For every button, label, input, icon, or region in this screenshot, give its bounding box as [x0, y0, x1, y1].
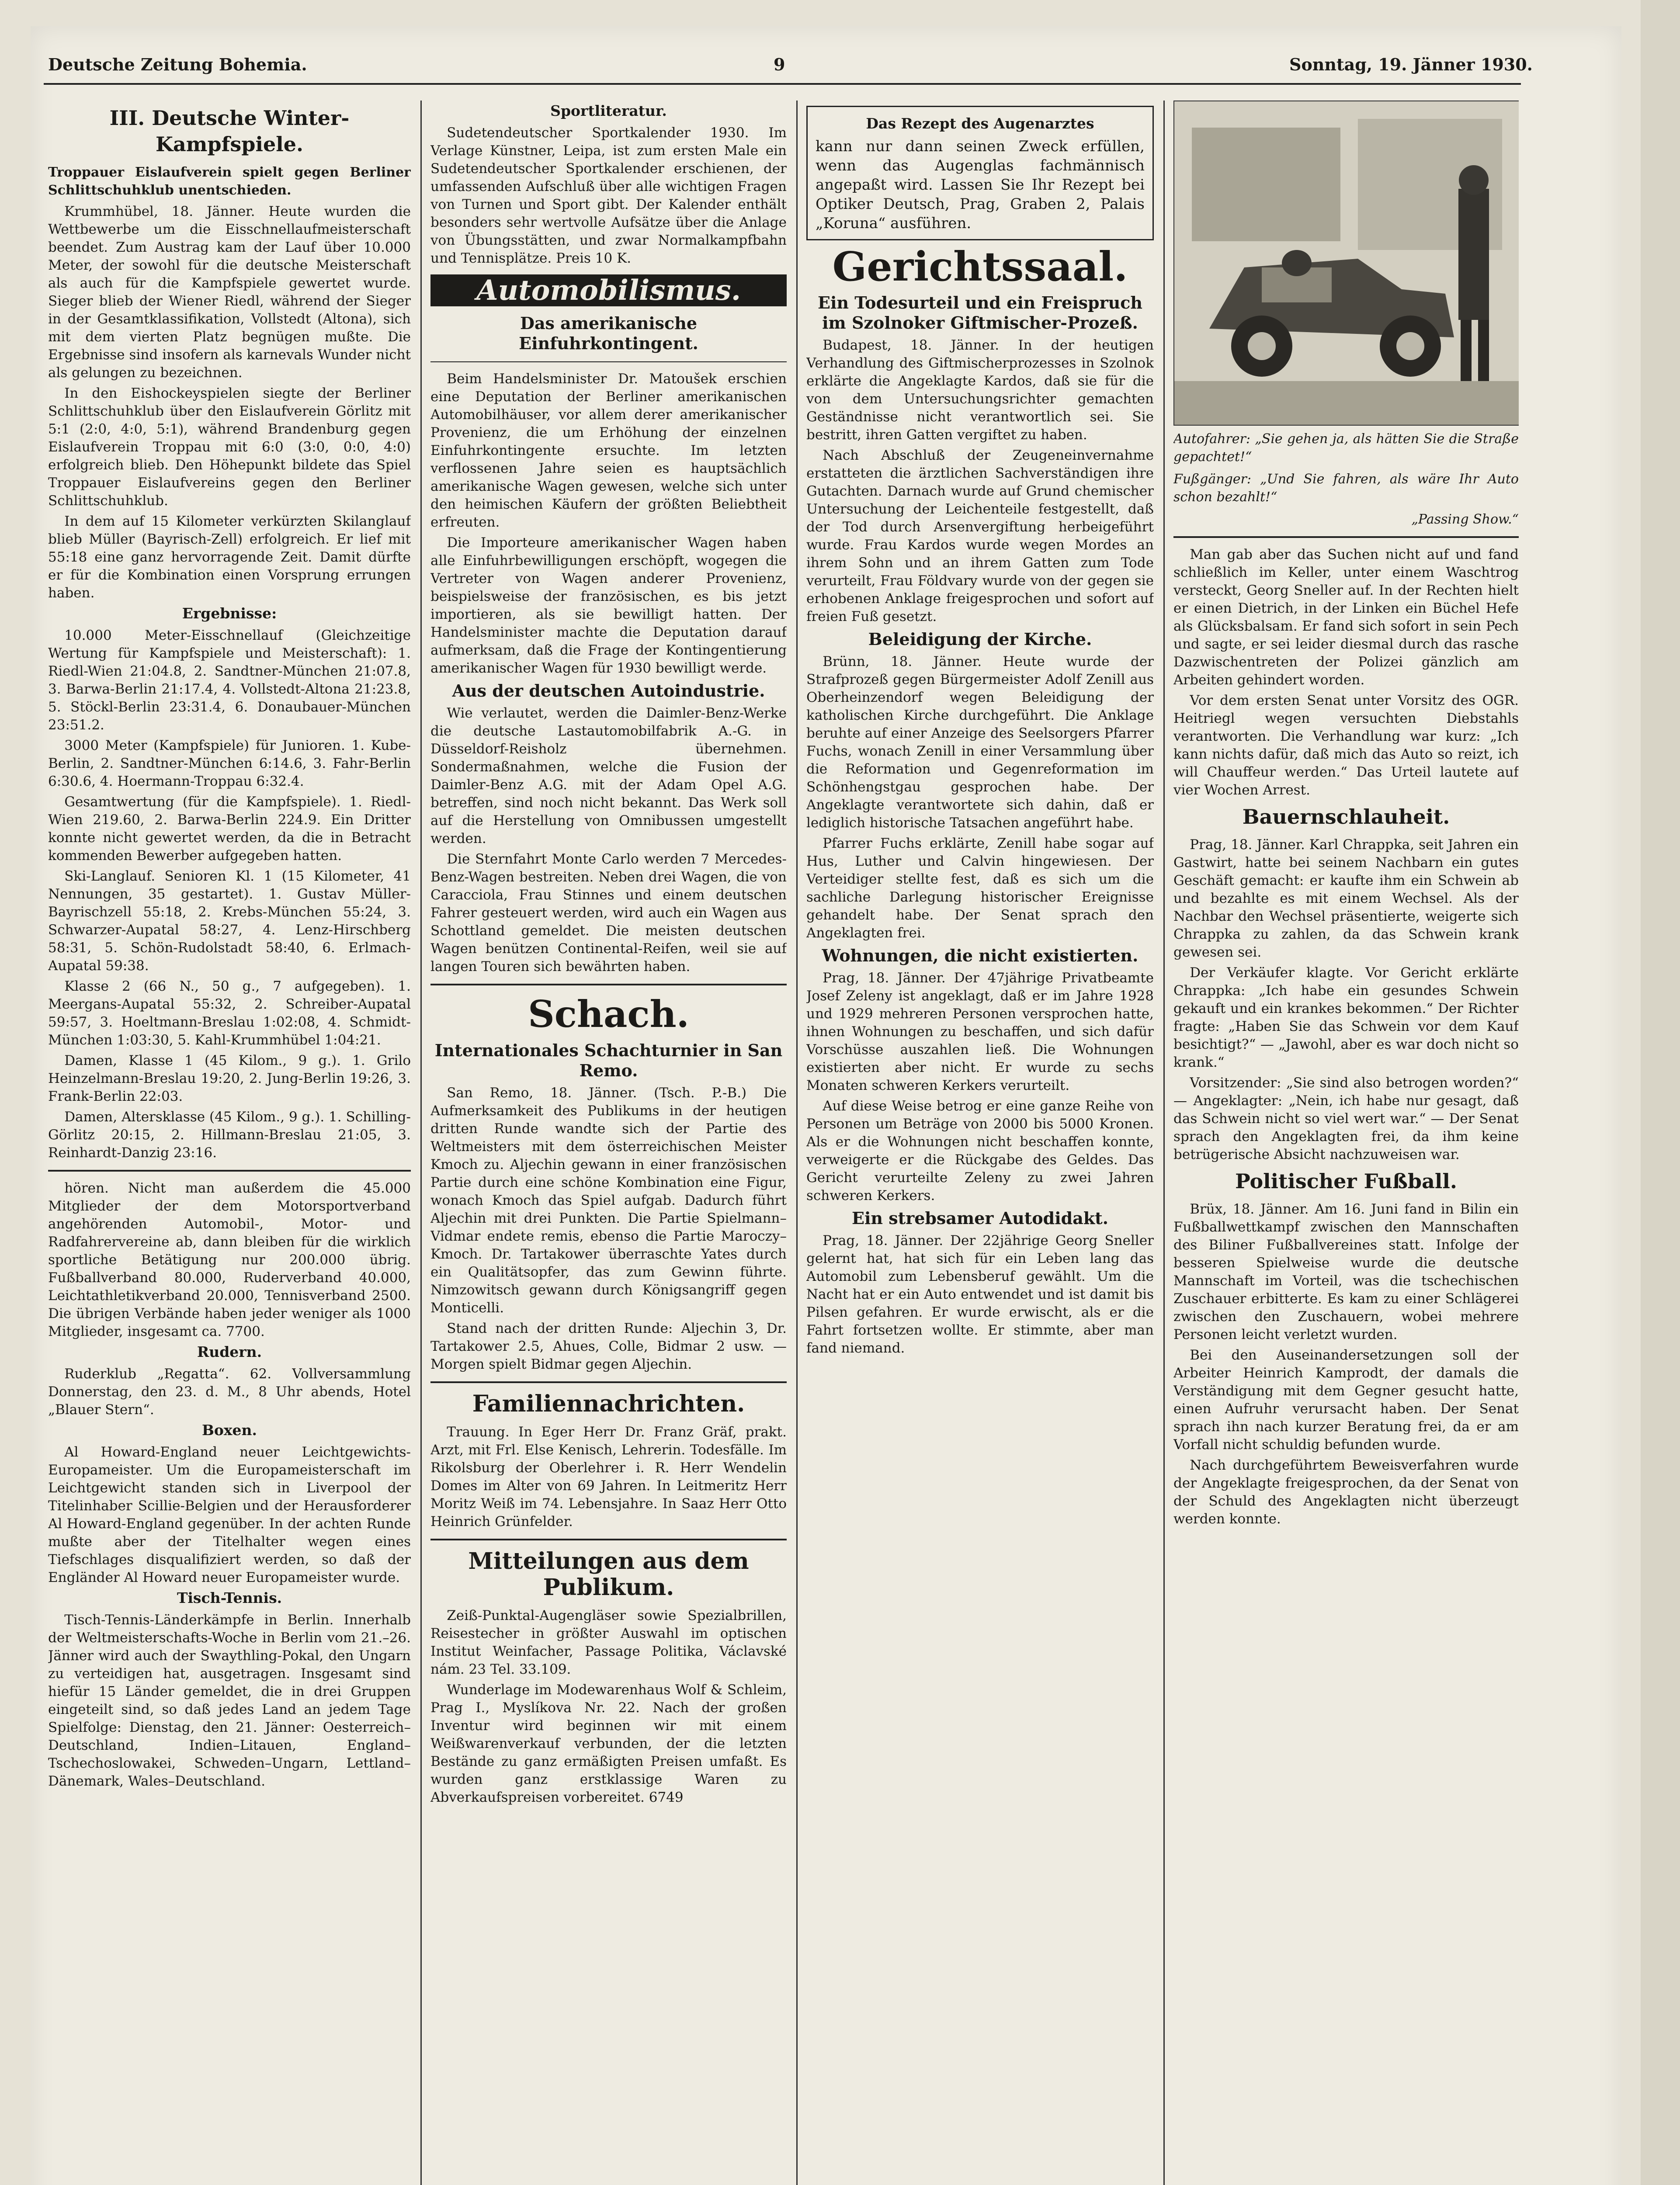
header-date: Sonntag, 19. Jänner 1930. [1289, 55, 1533, 74]
optiker-advertisement [806, 106, 1154, 240]
section-divider [430, 984, 787, 985]
cartoon-caption-driver: Autofahrer: „Sie gehen ja, als hätten Sie die Straße gepachtet!“ [1173, 431, 1519, 465]
article-paragraph: Prag, 18. Jänner. Der 22jährige Georg Sneller gelernt hat, hat sich für ein Leben lang das Automobil zum Lebensberuf gewählt. Um die Nacht hat er ein Auto entwendet und ist damit bis Pilsen gefahren. Er wurde erwischt, als er die Fahrt fortsetzen wollte. Er stimmte, aber man fand niemand. [806, 1233, 1154, 1356]
section-heading-rudern: Rudern. [197, 1343, 262, 1360]
article-paragraph: Man gab aber das Suchen nicht auf und fand schließlich im Keller, unter einem Waschtrog versteckt, Georg Sneller auf. In der Rechten hielt er einen Dietrich, in der Linken ein Büchel Hefe als Glücksbalsam. Er fand sich sofort in sein Pech und sagte, er sei leider diesmal durch das rasche Dazwischentreten der Polizei gänzlich am Arbeiten gehindert worden. [1173, 547, 1519, 688]
results-heading: Ergebnisse: [182, 605, 277, 622]
column-rule-3 [1163, 101, 1165, 2185]
article-paragraph: San Remo, 18. Jänner. (Tsch. P.-B.) Die Aufmerksamkeit des Publikums in der heutigen dritten Runde wandte sich der Partie des Weltmeisters mit dem österreichischen Meister Kmoch zu. Aljechin gewann in einer französischen Partie durch eine schöne Kombination eine Figur, wonach Kmoch das Spiel aufgab. Dadurch führt Aljechin mit drei Punkten. Die Partie Spielmann–Vidmar endete remis, ebenso die Partie Maroczy–Kmoch. Dr. Tartakower überraschte Yates durch ein Qualitätsopfer, das zum Gewinn führte. Nimzowitsch gewann durch Königsangriff gegen Monticelli. [430, 1085, 787, 1316]
results-entry: Damen, Altersklasse (45 Kilom., 9 g.). 1. Schilling-Görlitz 20:15, 2. Hillmann-Breslau 21:05, 3. Reinhardt-Danzig 23:16. [48, 1109, 411, 1161]
headline-mitteilungen: Mitteilungen aus dem Publikum. [468, 1548, 749, 1601]
article-paragraph: Budapest, 18. Jänner. In der heutigen Verhandlung des Giftmischerprozesses in Szolnok erklärte die Angeklagte Kardos, daß sie für die von dem Untersuchungsrichter gemachten Geständnisse nicht verantwortlich sei. Sie bestritt, ihren Gatten vergiftet zu haben. [806, 337, 1154, 443]
article-paragraph: Pfarrer Fuchs erklärte, Zenill habe sogar auf Hus, Luther und Calvin hingewiesen. Der Verteidiger stellte fest, daß es sich um die sachliche Darlegung historischer Ereignisse gehandelt habe. Der Senat sprach den Angeklagten frei. [806, 836, 1154, 941]
headline-todesurteil: Ein Todesurteil und ein Freispruch im Szolnoker Giftmischer-Prozeß. [818, 293, 1142, 333]
headline-winter-games: III. Deutsche Winter-Kampfspiele. [109, 106, 350, 156]
article-paragraph: Ruderklub „Regatta“. 62. Vollversammlung Donnerstag, den 23. d. M., 8 Uhr abends, Hotel „Blauer Stern“. [48, 1366, 411, 1418]
cartoon-illustration [1173, 101, 1519, 426]
article-paragraph: Stand nach der dritten Runde: Aljechin 3, Dr. Tartakower 2.5, Ahues, Colle, Bidmar 2 usw. — Morgen spielt Bidmar gegen Aljechin. [430, 1321, 787, 1372]
column-sports [48, 101, 411, 2133]
headline-bauernschlauheit: Bauernschlauheit. [1242, 805, 1450, 829]
article-paragraph: Prag, 18. Jänner. Karl Chrappka, seit Jahren ein Gastwirt, hatte bei seinem Nachbarn ein gutes Geschäft gemacht: er kaufte ihm ein Schwein ab und bezahlte es mit einem Wechsel. Als der Nachbar den Wechsel präsentierte, weigerte sich Chrappka zu zahlen, da das Schwein krank gewesen sei. [1173, 837, 1519, 960]
headline-wohnungen: Wohnungen, die nicht existierten. [822, 946, 1139, 965]
section-divider [1173, 536, 1519, 538]
article-paragraph: Nach Abschluß der Zeugeneinvernahme erstatteten die ärztlichen Sachverständigen ihre Gutachten. Darnach wurde auf Grund chemischer Untersuchung der Leichenteile festgestellt, daß der Tod durch Arsenvergiftung herbeigeführt wurde. Frau Kardos wurde wegen Mordes an ihrem Sohn und an ihrem Gatten zum Tode verurteilt, Frau Földvary wurde von der gegen sie erhobenen Anklage freigesprochen und sofort auf freien Fuß gesetzt. [806, 447, 1154, 624]
headline-schach: Schach. [528, 992, 689, 1036]
headline-familie: Familiennachrichten. [472, 1391, 745, 1417]
article-paragraph: Bei den Auseinandersetzungen soll der Arbeiter Heinrich Kamprodt, der damals die Verständigung mit dem Gegner gesucht hatte, einen Aufruhr verursacht haben. Der Senat sprach ihn nach kurzer Beratung frei, da er am Vorfall nicht schuldig befunden wurde. [1173, 1347, 1519, 1453]
section-heading-tischtennis: Tisch-Tennis. [177, 1589, 282, 1606]
article-paragraph: Auf diese Weise betrog er eine ganze Reihe von Personen um Beträge von 2000 bis 5000 Kronen. Als er die Wohnungen nicht beschaffen konnte, verweigerte er die Rückgabe des Geldes. Das Gericht verurteilte Zeleny zu zwei Jahren schweren Kerkers. [806, 1098, 1154, 1203]
article-paragraph: In dem auf 15 Kilometer verkürzten Skilanglauf blieb Müller (Bayrisch-Zell) erfolgreich. Er lief mit 55:18 eine ganz hervorragende Zeit. Damit dürfte er für die Kombination einen Vorsprung errungen haben. [48, 513, 411, 601]
header-page-number: 9 [774, 55, 785, 74]
results-entry: Damen, Klasse 1 (45 Kilom., 9 g.). 1. Grilo Heinzelmann-Breslau 19:20, 2. Jung-Berlin 19:26, 3. Frank-Berlin 22:03. [48, 1053, 411, 1104]
article-paragraph: Wie verlautet, werden die Daimler-Benz-Werke die deutsche Lastautomobilfabrik A.-G. in Düsseldorf-Reisholz übernehmen. Sondermaßnahmen, welche die Fusion der Daimler-Benz A.G. mit der Adam Opel A.G. betreffen, sind noch nicht bekannt. Das Werk soll auf die Herstellung von Omnibussen umgestellt werden. [430, 705, 787, 846]
headline-kirche: Beleidigung der Kirche. [868, 629, 1092, 649]
article-paragraph: Wunderlage im Modewarenhaus Wolf & Schleim, Prag I., Myslíkova Nr. 22. Nach der großen Inventur wird beginnen wir mit einem Weißwarenverkauf verbunden, der die letzten Bestände zu ganz ermäßigten Preisen umfaßt. Es wurden ganz erstklassige Waren zu Abverkaufspreisen vorbereitet. 6749 [430, 1682, 787, 1805]
advertisement-text: kann nur dann seinen Zweck erfüllen, wenn das Augenglas fachmännisch angepaßt wird. Lassen Sie Ihr Rezept bei Optiker Deutsch, Prag, Graben 2, Palais „Koruna“ ausführen. [816, 138, 1145, 232]
article-paragraph: Zeiß-Punktal-Augengläser sowie Spezialbrillen, Reisestecher in größter Auswahl im optischen Institut Weinfacher, Passage Politika, Václavské nám. 23 Tel. 33.109. [430, 1608, 787, 1677]
cartoon-source: „Passing Show.“ [1411, 512, 1519, 527]
headline-einfuhr: Das amerikanische Einfuhrkontingent. [519, 313, 698, 353]
section-heading-boxen: Boxen. [201, 1422, 257, 1439]
advertisement-title: Das Rezept des Augenarztes [866, 115, 1094, 132]
cartoon-car-icon [1174, 101, 1519, 425]
divider [430, 361, 787, 362]
column-auto-chess [430, 101, 787, 2133]
article-paragraph: Prag, 18. Jänner. Der 47jährige Privatbeamte Josef Zeleny ist angeklagt, daß er im Jahre 1928 und 1929 mehreren Personen versprochen hatte, ihnen Wohnungen zu beschaffen, und sich dafür Vorschüsse auszahlen ließ. Die Wohnungen existierten aber nicht. Er wurde zu sechs Monaten schweren Kerkers verurteilt. [806, 970, 1154, 1093]
article-paragraph: Al Howard-England neuer Leichtgewichts-Europameister. Um die Europameisterschaft im Leichtgewicht standen sich in Liverpool der Titelinhaber Scillie-Belgien und der Herausforderer Al Howard-England gegenüber. In der achten Runde mußte aber der Titelhalter wegen eines Tiefschlages disqualifiziert werden, so daß der Engländer Al Howard neuer Europameister wurde. [48, 1444, 411, 1585]
article-paragraph: Trauung. In Eger Herr Dr. Franz Gräf, prakt. Arzt, mit Frl. Else Kenisch, Lehrerin. Todesfälle. Im Rikolsburg der Oberlehrer i. R. Herr Wendelin Domes im Alter von 69 Jahren. In Leitmeritz Herr Moritz Weiß im 74. Lebensjahre. In Saaz Herr Otto Heinrich Grünfelder. [430, 1424, 787, 1530]
subheadline-eishockey: Troppauer Eislaufverein spielt gegen Berliner Schlittschuhklub unentschieden. [48, 165, 411, 198]
column-cartoon-court [1173, 101, 1519, 2133]
article-paragraph: Die Importeure amerikanischer Wagen haben alle Einfuhrbewilligungen erschöpft, wogegen die Vertreter von Wagen anderer Provenienz, beispielsweise der französischen, es bis jetzt importieren, als sie bewilligt hatten. Der Handelsminister machte die Deputation darauf aufmerksam, daß die Frage der Kontingentierung amerikanischer Wagen für 1930 bewilligt werde. [430, 535, 787, 676]
article-paragraph: Nach durchgeführtem Beweisverfahren wurde der Angeklagte freigesprochen, da der Senat von der Schuld des Angeklagten nicht überzeugt werden konnte. [1173, 1457, 1519, 1527]
column-rule-1 [420, 101, 422, 2185]
results-entry: 10.000 Meter-Eisschnellauf (Gleichzeitige Wertung für Kampfspiele und Meisterschaft): 1. Riedl-Wien 21:04.8, 2. Sandtner-München 21:07.8, 3. Barwa-Berlin 21:17.4, 4. Vollstedt-Altona 21:23.8, 5. Stöckl-Berlin 23:31.4, 6. Donaubauer-München 23:51.2. [48, 628, 411, 733]
article-paragraph: Sudetendeutscher Sportkalender 1930. Im Verlage Künstner, Leipa, ist zum ersten Male ein Sudetendeutscher Sportkalender erschienen, der umfassenden Aufschluß über alle wichtigen Fragen von Turnen und Sport gibt. Der Kalender enthält besonders sehr wertvolle Aufsätze über die Anlage von Übungsstätten, und zwar Normalkampfbahn und Tennisplätze. Preis 10 K. [430, 125, 787, 266]
article-paragraph: In den Eishockeyspielen siegte der Berliner Schlittschuhklub über den Eislaufverein Görlitz mit 5:1 (2:0, 4:0, 5:1), während Brandenburg gegen Eislaufverein Troppau mit 6:0 (3:0, 0:0, 4:0) erfolgreich blieb. Den Höhepunkt bildete das Spiel Troppauer Eislaufvereins gegen den Berliner Schlittschuhklub. [48, 385, 411, 509]
section-divider [430, 1381, 787, 1383]
headline-fussball: Politischer Fußball. [1235, 1169, 1457, 1193]
article-paragraph: Brüx, 18. Jänner. Am 16. Juni fand in Bilin ein Fußballwettkampf zwischen den Mannschaften des Biliner Fußballvereines statt. Infolge der besseren Spielweise wurde die deutsche Mannschaft im Vorteil, was die tschechischen Zuschauer erbitterte. Es kam zu einer Schlägerei zwischen den Zuschauern, wobei mehrere Personen leicht verletzt wurden. [1173, 1201, 1519, 1342]
results-entry: Gesamtwertung (für die Kampfspiele). 1. Riedl-Wien 219.60, 2. Barwa-Berlin 224.9. Ein Dritter konnte nicht gewertet werden, da die in Betracht kommenden Bewerber aufgegeben hatten. [48, 794, 411, 864]
article-paragraph: Krummhübel, 18. Jänner. Heute wurden die Wettbewerbe um die Eisschnellaufmeisterschaft beendet. Zum Austrag kam der Lauf über 10.000 Meter, der sowohl für die deutsche Meisterschaft als auch für die Kampfspiele gewertet wurde. Sieger blieb der Wiener Riedl, während der Sieger in der Gesamtklassifikation, Vollstedt (Altona), sich mit dem vierten Platz begnügen mußte. Die Ergebnisse sind insofern als karnevals Wunder nicht als gelungen zu bezeichnen. [48, 204, 411, 381]
column-rule-2 [796, 101, 798, 2185]
headline-sanremo: Internationales Schachturnier in San Remo. [434, 1040, 783, 1080]
article-paragraph: Tisch-Tennis-Länderkämpfe in Berlin. Innerhalb der Weltmeisterschafts-Woche in Berlin vom 21.–26. Jänner wird auch der Swaythling-Pokal, den Ungarn zu verteidigen hat, ausgetragen. Insgesamt sind hiefür 15 Länder gemeldet, die in drei Gruppen eingeteilt sind, so daß jedes Land an jedem Tage Spielfolge: Dienstag, den 21. Jänner: Oesterreich–Deutschland, Indien–Litauen, England–Tschechoslowakei, Schweden–Ungarn, Lettland–Dänemark, Wales–Deutschland. [48, 1612, 411, 1789]
results-entry: Klasse 2 (66 N., 50 g., 7 aufgegeben). 1. Meergans-Aupatal 55:32, 2. Schreiber-Aupatal 59:57, 3. Hoeltmann-Breslau 1:02:08, 4. Schmidt-München 1:03:30, 5. Kahl-Krummhübel 1:04:21. [48, 978, 411, 1048]
header-masthead: Deutsche Zeitung Bohemia. [48, 55, 307, 74]
banner-automobilismus: Automobilismus. [430, 274, 787, 306]
article-paragraph: Beim Handelsminister Dr. Matoušek erschien eine Deputation der Berliner amerikanischen Automobilhäuser, vor allem derer amerikanischer Provenienz, die um Erhöhung der einzelnen Einfuhrkontingente ersuchte. Im letzten verflossenen Jahre seien es hauptsächlich amerikanische Wagen gewesen, welche sich unter den heimischen Käufern der größten Beliebtheit erfreuten. [430, 371, 787, 530]
headline-autodidakt: Ein strebsamer Autodidakt. [852, 1208, 1108, 1228]
article-paragraph: Der Verkäufer klagte. Vor Gericht erklärte Chrappka: „Ich habe ein gesundes Schwein gekauft und ein krankes bekommen.“ Der Richter fragte: „Haben Sie das Schwein vor dem Kauf besichtigt?“ — „Jawohl, aber es war doch nicht so krank.“ [1173, 965, 1519, 1070]
section-divider [48, 1170, 411, 1172]
header-rule [44, 83, 1521, 85]
headline-autoindustrie: Aus der deutschen Autoindustrie. [452, 681, 765, 701]
section-heading-sportliteratur: Sportliteratur. [550, 102, 667, 119]
results-entry: 3000 Meter (Kampfspiele) für Junioren. 1. Kube-Berlin, 2. Sandtner-München 6:14.6, 3. Fahr-Berlin 6:30.6, 4. Hoermann-Troppau 6:32.4. [48, 738, 411, 789]
article-paragraph: Die Sternfahrt Monte Carlo werden 7 Mercedes-Benz-Wagen bestreiten. Neben drei Wagen, die von Caracciola, Frau Stinnes und einem deutschen Fahrer gesteuert werden, wird auch ein Wagen aus Schottland gemeldet. Die meisten deutschen Wagen benützen Continental-Reifen, weil sie auf langen Touren sich bewährten haben. [430, 851, 787, 975]
section-divider [430, 1539, 787, 1540]
cartoon-caption-pedestrian: Fußgänger: „Und Sie fahren, als wäre Ihr Auto schon bezahlt!“ [1173, 472, 1519, 505]
column-court [806, 101, 1154, 2133]
page-edge [1641, 0, 1680, 2185]
article-paragraph: Brünn, 18. Jänner. Heute wurde der Strafprozeß gegen Bürgermeister Adolf Zenill aus Oberheinzendorf wegen Beleidigung der katholischen Kirche durchgeführt. Die Anklage beruhte auf einer Anzeige des Seelsorgers Pfarrer Fuchs, wonach Zenill in einer Versammlung über die Reformation und Gegenreformation im Schönhengstgau gesprochen habe. Der Angeklagte verantwortete sich dahin, daß er lediglich historische Tatsachen angeführt habe. [806, 654, 1154, 831]
headline-gerichtssaal: Gerichtssaal. [832, 243, 1128, 290]
article-paragraph: Vorsitzender: „Sie sind also betrogen worden?“ — Angeklagter: „Nein, ich habe nur gesagt, daß das Schwein nicht so viel wert war.“ — Der Senat sprach den Angeklagten frei, da ihm keine betrügerische Absicht nachzuweisen war. [1173, 1075, 1519, 1162]
results-entry: Ski-Langlauf. Senioren Kl. 1 (15 Kilometer, 41 Nennungen, 35 gestartet). 1. Gustav Müller-Bayrischzell 55:18, 2. Krebs-München 55:24, 3. Schwarzer-Aupatal 58:27, 4. Lenz-Hirschberg 58:31, 5. Schön-Rudolstadt 58:40, 6. Erlmach-Aupatal 59:38. [48, 868, 411, 974]
article-paragraph: Vor dem ersten Senat unter Vorsitz des OGR. Heitriegl wegen versuchten Diebstahls verantworten. Die Verhandlung war kurz: „Ich kann nichts dafür, daß mich das Auto so reizt, ich will Chauffeur werden.“ Das Urteil lautete auf vier Wochen Arrest. [1173, 693, 1519, 798]
article-paragraph: hören. Nicht man außerdem die 45.000 Mitglieder der dem Motorsportverband angehörenden Automobil-, Motor- und Radfahrervereine ab, dann bleiben für die wirklich sportliche Betätigung nur 200.000 übrig. Fußballverband 80.000, Ruderverband 40.000, Leichtathletikverband 20.000, Tennisverband 2500. Die übrigen Verbände haben jeder weniger als 1000 Mitglieder, insgesamt ca. 7700. [48, 1180, 411, 1339]
